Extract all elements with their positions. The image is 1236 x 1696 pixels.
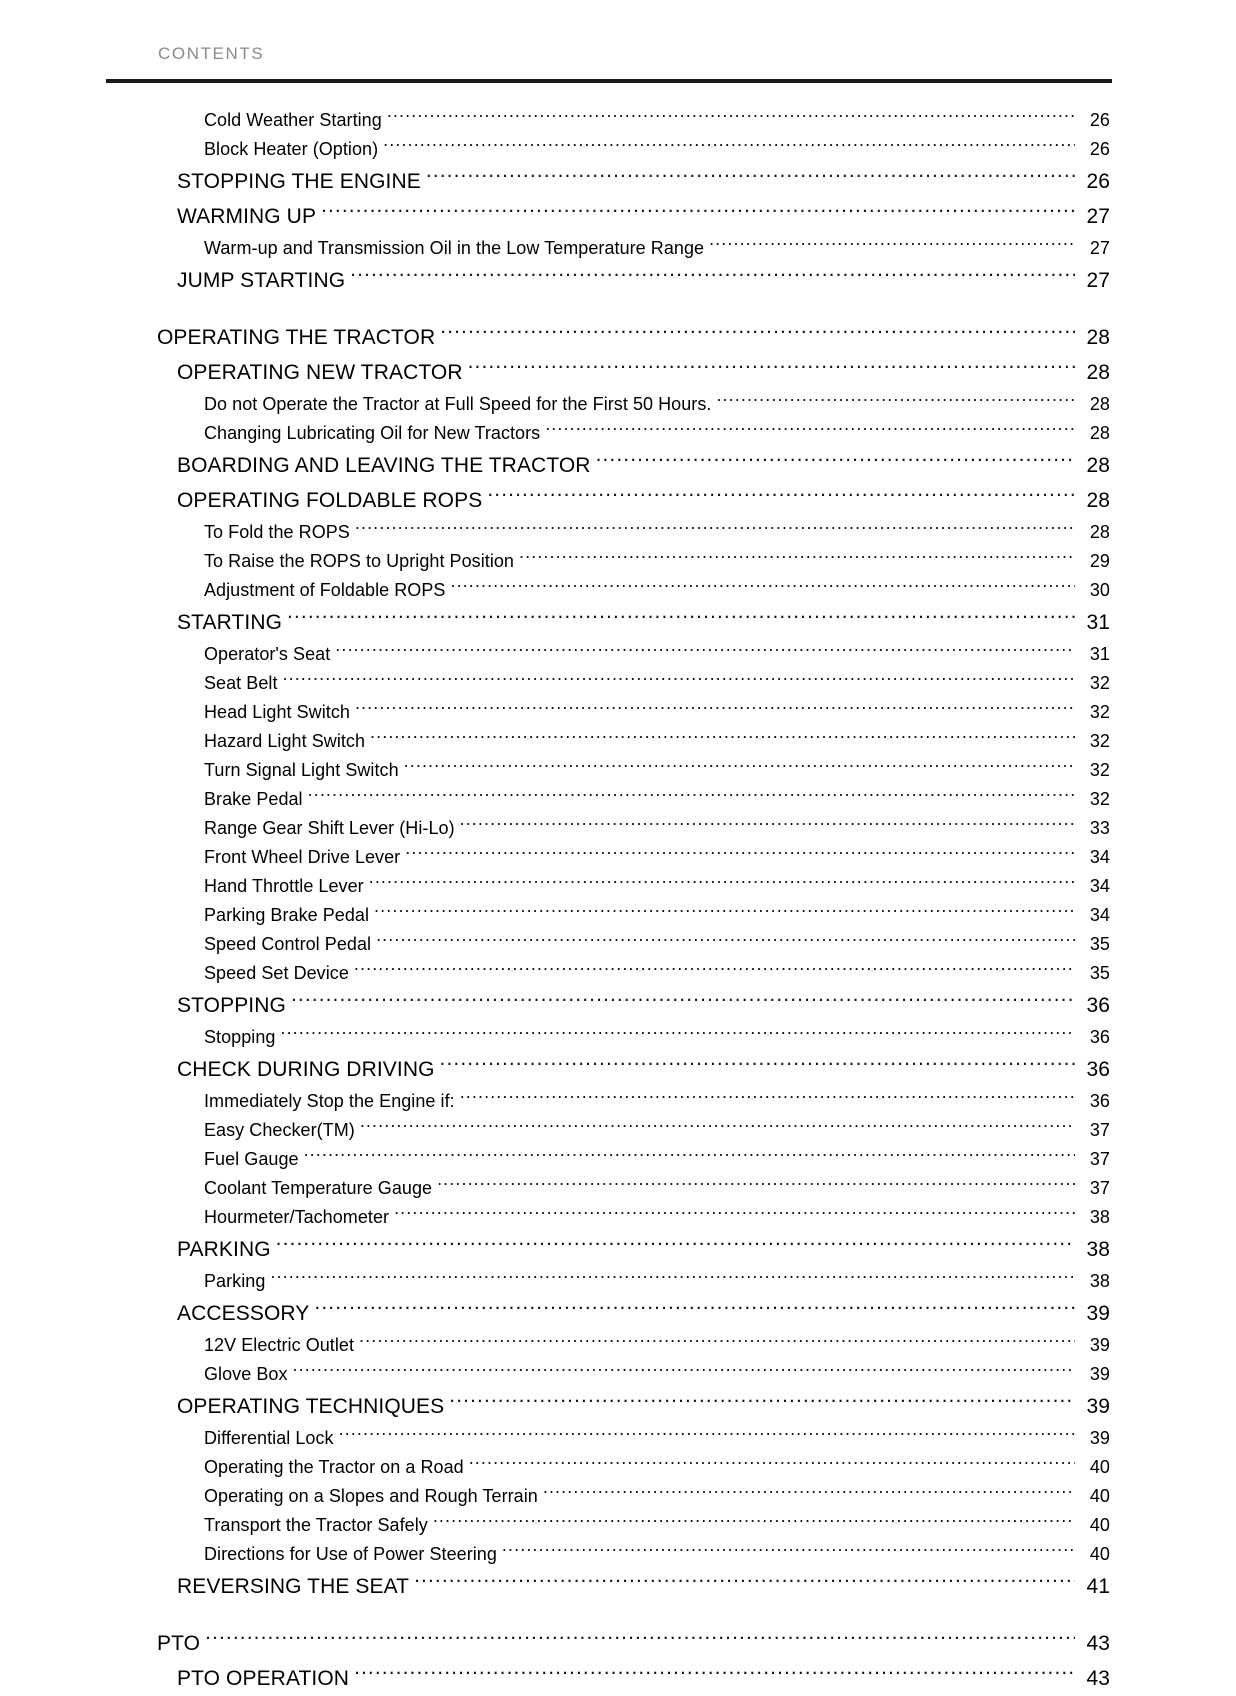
toc-entry[interactable]: [0, 814, 1236, 843]
toc-leader-dots: [339, 1426, 1075, 1444]
toc-leader-dots: [383, 137, 1075, 155]
toc-entry-page-number: 39: [1089, 1428, 1110, 1448]
toc-leader-dots: [354, 961, 1075, 979]
toc-entry-page-number: 32: [1089, 702, 1110, 722]
table-of-contents: [0, 106, 1236, 1696]
toc-leader-dots: [370, 729, 1075, 747]
toc-entry-page-number: 28: [1089, 522, 1110, 542]
toc-entry[interactable]: [0, 1424, 1236, 1453]
toc-entry[interactable]: [0, 448, 1236, 483]
toc-entry[interactable]: [0, 1331, 1236, 1360]
toc-entry-title: BOARDING AND LEAVING THE TRACTOR: [177, 454, 591, 477]
toc-entry-title: STARTING: [177, 611, 283, 634]
toc-entry[interactable]: [0, 727, 1236, 756]
toc-leader-dots: [276, 1235, 1075, 1256]
toc-entry-page-number: 39: [1086, 1302, 1110, 1325]
toc-entry-page-number: 43: [1086, 1632, 1110, 1655]
toc-leader-dots: [270, 1269, 1075, 1287]
toc-leader-dots: [709, 236, 1075, 254]
toc-leader-dots: [460, 1089, 1075, 1107]
toc-entry-page-number: 34: [1089, 905, 1110, 925]
toc-entry-page-number: 34: [1089, 847, 1110, 867]
toc-entry-page-number: 28: [1089, 394, 1110, 414]
toc-entry-page-number: 39: [1089, 1335, 1110, 1355]
toc-entry-title: OPERATING TECHNIQUES: [177, 1395, 445, 1418]
toc-leader-dots: [293, 1362, 1076, 1380]
toc-entry-title: WARMING UP: [177, 205, 317, 228]
toc-entry-title: Easy Checker(TM): [204, 1120, 355, 1140]
toc-entry-title: Directions for Use of Power Steering: [204, 1544, 497, 1564]
toc-entry-title: Transport the Tractor Safely: [204, 1515, 428, 1535]
toc-entry-title: Hazard Light Switch: [204, 731, 366, 751]
toc-leader-dots: [469, 1455, 1075, 1473]
toc-entry-title: Glove Box: [204, 1364, 288, 1384]
toc-entry-page-number: 40: [1089, 1515, 1110, 1535]
toc-entry[interactable]: [0, 1389, 1236, 1424]
toc-entry-title: Hourmeter/Tachometer: [204, 1207, 390, 1227]
toc-leader-dots: [449, 1392, 1075, 1413]
toc-entry-page-number: 38: [1089, 1271, 1110, 1291]
toc-leader-dots: [545, 421, 1075, 439]
toc-entry-page-number: 37: [1089, 1149, 1110, 1169]
toc-entry-title: PTO OPERATION: [177, 1667, 350, 1690]
toc-entry[interactable]: [0, 872, 1236, 901]
toc-entry[interactable]: [0, 547, 1236, 576]
toc-leader-dots: [502, 1542, 1075, 1560]
toc-entry[interactable]: [0, 1174, 1236, 1203]
toc-entry-page-number: 31: [1089, 644, 1110, 664]
toc-entry[interactable]: [0, 1569, 1236, 1604]
toc-leader-dots: [354, 1664, 1075, 1685]
toc-entry-title: Parking: [204, 1271, 266, 1291]
toc-entry-title: Speed Control Pedal: [204, 934, 372, 954]
toc-entry[interactable]: [0, 930, 1236, 959]
toc-leader-dots: [519, 549, 1075, 567]
toc-entry[interactable]: [0, 199, 1236, 234]
toc-entry-page-number: 35: [1089, 963, 1110, 983]
toc-entry[interactable]: [0, 390, 1236, 419]
toc-entry[interactable]: [0, 518, 1236, 547]
toc-entry-title: Immediately Stop the Engine if:: [204, 1091, 455, 1111]
toc-entry-page-number: 32: [1089, 760, 1110, 780]
toc-entry[interactable]: [0, 1023, 1236, 1052]
toc-entry-page-number: 37: [1089, 1178, 1110, 1198]
toc-leader-dots: [440, 323, 1075, 344]
toc-entry-page-number: 26: [1089, 139, 1110, 159]
toc-leader-dots: [369, 874, 1075, 892]
toc-entry-title: Warm-up and Transmission Oil in the Low Temperature Range: [204, 238, 705, 258]
toc-entry-title: ACCESSORY: [177, 1302, 310, 1325]
toc-entry[interactable]: [0, 785, 1236, 814]
toc-entry[interactable]: [0, 135, 1236, 164]
toc-entry-page-number: 32: [1089, 673, 1110, 693]
toc-entry[interactable]: [0, 698, 1236, 727]
toc-entry-title: Adjustment of Foldable ROPS: [204, 580, 446, 600]
toc-entry-title: Block Heater (Option): [204, 139, 379, 159]
toc-entry[interactable]: [0, 959, 1236, 988]
toc-leader-dots: [426, 167, 1075, 188]
toc-entry-page-number: 33: [1089, 818, 1110, 838]
toc-entry[interactable]: [0, 263, 1236, 298]
page-header: [158, 44, 1110, 64]
toc-leader-dots: [314, 1299, 1075, 1320]
toc-leader-dots: [433, 1513, 1075, 1531]
toc-entry-title: CHECK DURING DRIVING: [177, 1058, 435, 1081]
toc-entry[interactable]: [0, 1296, 1236, 1331]
toc-entry-page-number: 28: [1086, 326, 1110, 349]
toc-entry-title: 12V Electric Outlet: [204, 1335, 355, 1355]
toc-entry-page-number: 26: [1089, 110, 1110, 130]
toc-entry-page-number: 28: [1086, 361, 1110, 384]
toc-leader-dots: [335, 642, 1075, 660]
toc-entry-title: Parking Brake Pedal: [204, 905, 370, 925]
toc-entry-page-number: 40: [1089, 1544, 1110, 1564]
toc-entry-title: Operating the Tractor on a Road: [204, 1457, 464, 1477]
toc-entry[interactable]: [0, 1116, 1236, 1145]
toc-entry-page-number: 27: [1089, 238, 1110, 258]
toc-leader-dots: [716, 392, 1075, 410]
toc-entry[interactable]: [0, 756, 1236, 785]
toc-entry-title: STOPPING: [177, 994, 286, 1017]
toc-entry[interactable]: [0, 640, 1236, 669]
toc-entry[interactable]: [0, 1661, 1236, 1696]
toc-entry-page-number: 31: [1086, 611, 1110, 634]
toc-leader-dots: [450, 578, 1075, 596]
toc-leader-dots: [280, 1025, 1075, 1043]
toc-entry[interactable]: [0, 1052, 1236, 1087]
toc-entry[interactable]: [0, 1626, 1236, 1661]
toc-entry-page-number: 28: [1086, 454, 1110, 477]
toc-entry[interactable]: [0, 901, 1236, 930]
toc-entry-page-number: 43: [1086, 1667, 1110, 1690]
toc-entry[interactable]: [0, 1453, 1236, 1482]
toc-entry-title: Coolant Temperature Gauge: [204, 1178, 433, 1198]
toc-entry-title: Operator's Seat: [204, 644, 331, 664]
toc-entry-page-number: 40: [1089, 1457, 1110, 1477]
toc-entry-title: Stopping: [204, 1027, 276, 1047]
toc-entry-page-number: 32: [1089, 731, 1110, 751]
toc-leader-dots: [374, 903, 1075, 921]
toc-entry-title: Hand Throttle Lever: [204, 876, 364, 896]
toc-entry-title: Do not Operate the Tractor at Full Speed for the First 50 Hours.: [204, 394, 712, 414]
toc-entry-title: Head Light Switch: [204, 702, 350, 722]
toc-entry-title: OPERATING FOLDABLE ROPS: [177, 489, 483, 512]
toc-leader-dots: [405, 845, 1075, 863]
toc-entry-title: REVERSING THE SEAT: [177, 1575, 410, 1598]
toc-entry-page-number: 29: [1089, 551, 1110, 571]
toc-entry-page-number: 32: [1089, 789, 1110, 809]
toc-entry-title: To Fold the ROPS: [204, 522, 350, 542]
toc-leader-dots: [355, 700, 1075, 718]
toc-leader-dots: [360, 1118, 1075, 1136]
page-title: CONTENTS: [158, 44, 265, 63]
toc-entry[interactable]: [0, 1540, 1236, 1569]
toc-leader-dots: [440, 1055, 1075, 1076]
toc-leader-dots: [355, 520, 1075, 538]
toc-entry[interactable]: [0, 164, 1236, 199]
toc-entry[interactable]: [0, 320, 1236, 355]
toc-entry-page-number: 30: [1089, 580, 1110, 600]
toc-leader-dots: [387, 108, 1075, 126]
toc-entry[interactable]: [0, 1482, 1236, 1511]
toc-entry-page-number: 39: [1086, 1395, 1110, 1418]
toc-entry-title: OPERATING NEW TRACTOR: [177, 361, 463, 384]
toc-entry-page-number: 28: [1086, 489, 1110, 512]
toc-entry-page-number: 36: [1089, 1091, 1110, 1111]
toc-leader-dots: [283, 671, 1076, 689]
header-divider: [106, 79, 1112, 83]
toc-entry-page-number: 35: [1089, 934, 1110, 954]
toc-entry[interactable]: [0, 106, 1236, 135]
toc-entry-title: Cold Weather Starting: [204, 110, 382, 130]
toc-entry[interactable]: [0, 1145, 1236, 1174]
toc-entry-title: Fuel Gauge: [204, 1149, 299, 1169]
toc-entry[interactable]: [0, 988, 1236, 1023]
toc-entry[interactable]: [0, 1203, 1236, 1232]
toc-leader-dots: [359, 1333, 1075, 1351]
toc-entry-page-number: 38: [1086, 1238, 1110, 1261]
toc-entry-title: PTO: [157, 1632, 201, 1655]
toc-leader-dots: [543, 1484, 1075, 1502]
toc-entry-title: Front Wheel Drive Lever: [204, 847, 401, 867]
toc-entry-page-number: 36: [1086, 1058, 1110, 1081]
toc-leader-dots: [308, 787, 1075, 805]
toc-leader-dots: [350, 266, 1075, 287]
toc-leader-dots: [394, 1205, 1075, 1223]
toc-entry-page-number: 27: [1086, 269, 1110, 292]
toc-entry-title: PARKING: [177, 1238, 271, 1261]
toc-leader-dots: [460, 816, 1075, 834]
toc-entry-title: Speed Set Device: [204, 963, 349, 983]
toc-entry-page-number: 39: [1089, 1364, 1110, 1384]
toc-entry-page-number: 36: [1089, 1027, 1110, 1047]
toc-entry[interactable]: [0, 843, 1236, 872]
toc-leader-dots: [291, 991, 1075, 1012]
toc-entry-title: Range Gear Shift Lever (Hi-Lo): [204, 818, 455, 838]
toc-entry-title: Operating on a Slopes and Rough Terrain: [204, 1486, 538, 1506]
toc-leader-dots: [404, 758, 1075, 776]
toc-entry[interactable]: [0, 1360, 1236, 1389]
toc-leader-dots: [414, 1572, 1075, 1593]
toc-entry-title: Changing Lubricating Oil for New Tractors: [204, 423, 541, 443]
toc-entry-page-number: 40: [1089, 1486, 1110, 1506]
toc-entry-title: Differential Lock: [204, 1428, 334, 1448]
toc-entry[interactable]: [0, 669, 1236, 698]
toc-leader-dots: [321, 202, 1075, 223]
toc-entry-page-number: 27: [1086, 205, 1110, 228]
toc-leader-dots: [468, 358, 1075, 379]
toc-entry[interactable]: [0, 1267, 1236, 1296]
toc-entry-page-number: 38: [1089, 1207, 1110, 1227]
toc-entry[interactable]: [0, 605, 1236, 640]
toc-entry-title: OPERATING THE TRACTOR: [157, 326, 436, 349]
toc-entry[interactable]: [0, 355, 1236, 390]
toc-entry[interactable]: [0, 576, 1236, 605]
toc-entry[interactable]: [0, 419, 1236, 448]
toc-entry[interactable]: [0, 234, 1236, 263]
toc-entry-title: Turn Signal Light Switch: [204, 760, 399, 780]
toc-leader-dots: [205, 1629, 1075, 1650]
toc-entry-title: To Raise the ROPS to Upright Position: [204, 551, 514, 571]
toc-entry[interactable]: [0, 1511, 1236, 1540]
toc-leader-dots: [596, 451, 1075, 472]
toc-leader-dots: [304, 1147, 1075, 1165]
toc-leader-dots: [487, 486, 1075, 507]
toc-entry-page-number: 28: [1089, 423, 1110, 443]
toc-entry-title: Brake Pedal: [204, 789, 303, 809]
toc-entry-title: STOPPING THE ENGINE: [177, 170, 421, 193]
toc-entry-page-number: 37: [1089, 1120, 1110, 1140]
toc-entry-title: Seat Belt: [204, 673, 278, 693]
toc-entry-title: JUMP STARTING: [177, 269, 346, 292]
toc-leader-dots: [287, 608, 1075, 629]
toc-entry[interactable]: [0, 1087, 1236, 1116]
toc-entry-page-number: 26: [1086, 170, 1110, 193]
toc-entry[interactable]: [0, 1232, 1236, 1267]
toc-entry-page-number: 34: [1089, 876, 1110, 896]
toc-entry-page-number: 36: [1086, 994, 1110, 1017]
toc-entry-page-number: 41: [1086, 1575, 1110, 1598]
toc-leader-dots: [437, 1176, 1075, 1194]
toc-entry[interactable]: [0, 483, 1236, 518]
toc-leader-dots: [376, 932, 1075, 950]
